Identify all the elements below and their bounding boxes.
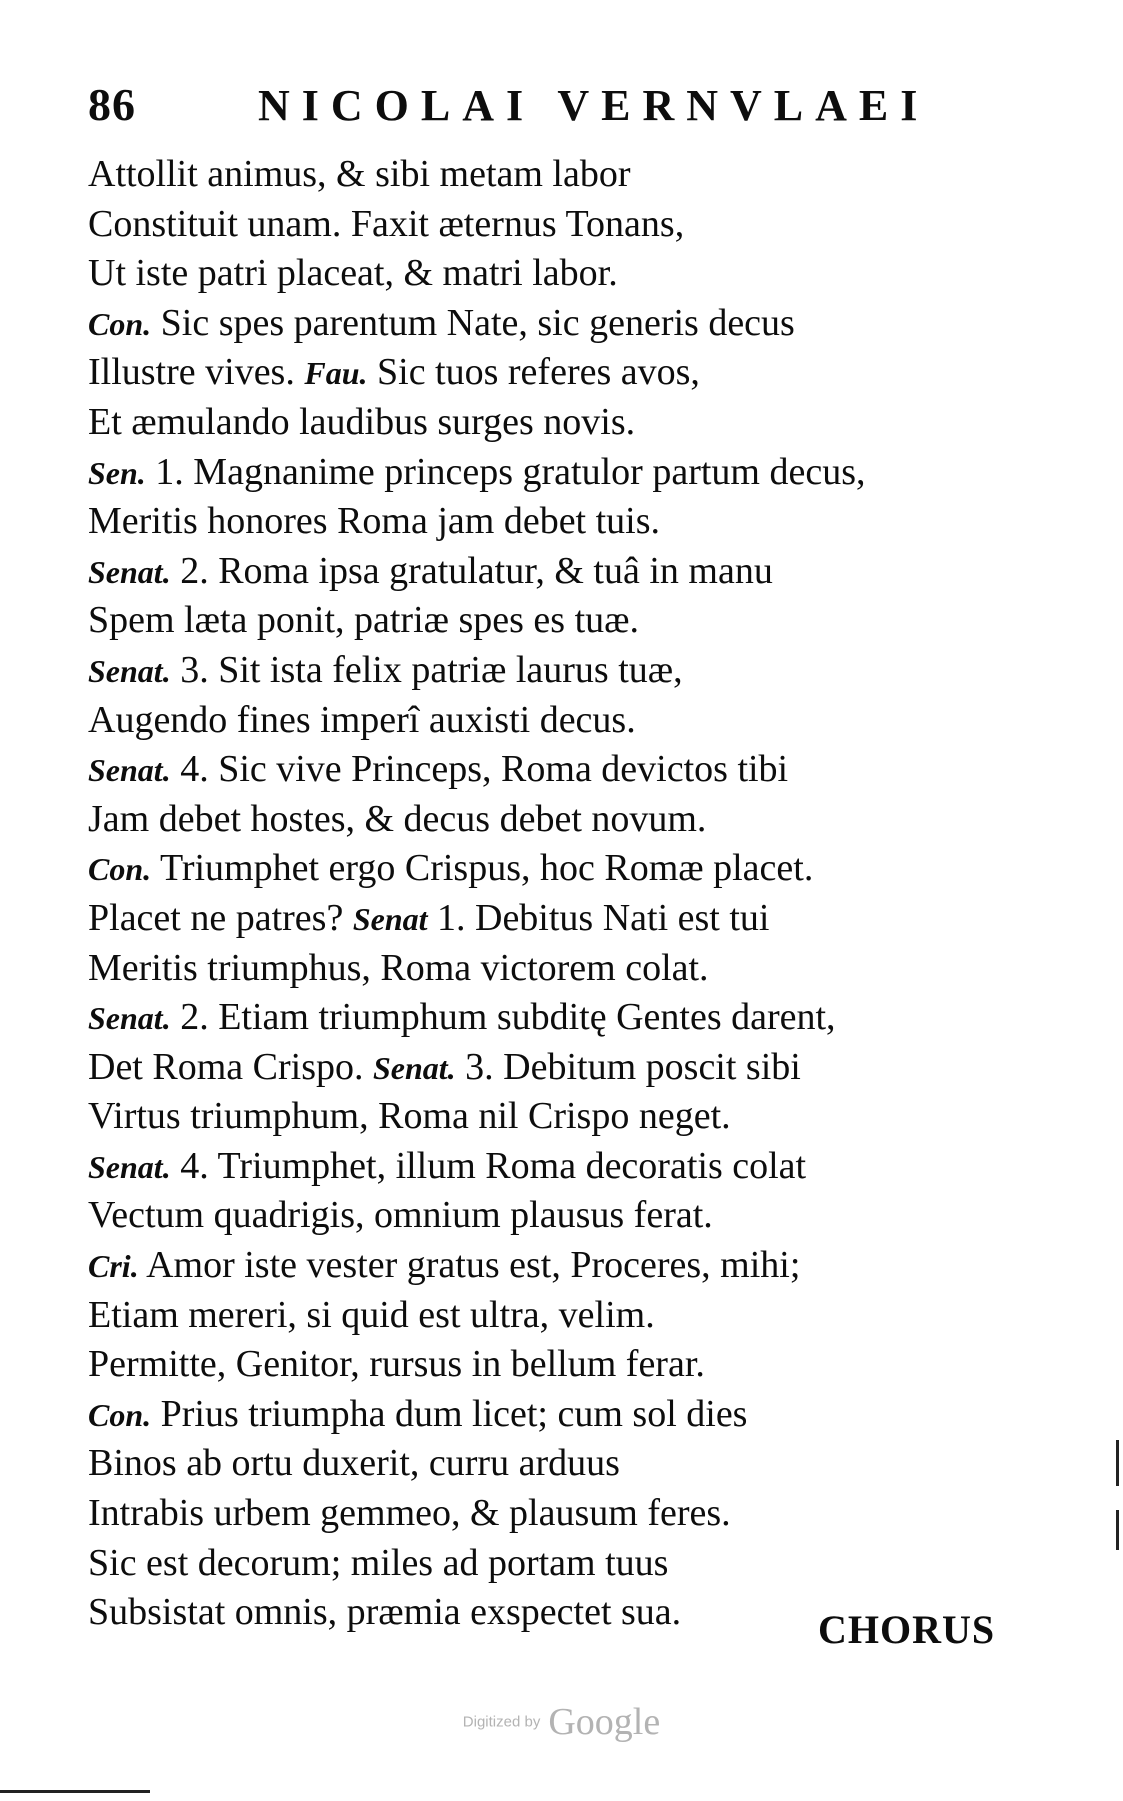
line-text: Det Roma Crispo.	[88, 1045, 373, 1088]
verse-line	[88, 1340, 1028, 1390]
verse-line	[88, 150, 1028, 200]
page-edge-rule	[0, 1790, 150, 1793]
verse-line	[88, 1539, 1028, 1589]
speaker-label: Con.	[88, 305, 152, 342]
verse-line	[88, 547, 1028, 597]
speaker-label: Senat.	[88, 752, 171, 789]
line-text: Jam debet hostes, & decus debet novum.	[88, 797, 707, 840]
verse-line	[88, 795, 1028, 845]
line-text: 1. Magnanime princeps gratulor partum decus,	[145, 450, 866, 493]
verse-line	[88, 348, 1028, 398]
verse-line	[88, 1191, 1028, 1241]
line-text: Permitte, Genitor, rursus in bellum ferar.	[88, 1343, 705, 1386]
line-text: 2. Roma ipsa gratulatur, & tuâ in manu	[170, 549, 773, 592]
line-text: Etiam mereri, si quid est ultra, velim.	[88, 1293, 655, 1336]
verse-line	[88, 249, 1028, 299]
speaker-label: Senat.	[372, 1049, 456, 1086]
line-text: Attollit animus, & sibi metam labor	[88, 153, 631, 195]
page-number: 86	[88, 79, 136, 130]
verse-line	[88, 497, 1028, 547]
line-text: Subsistat omnis, præmia exspectet sua.	[88, 1591, 682, 1634]
line-text: Meritis honores Roma jam debet tuis.	[88, 500, 661, 543]
verse-line	[88, 1390, 1028, 1440]
verse-line	[88, 696, 1028, 746]
line-text: Et æmulando laudibus surges novis.	[88, 400, 636, 443]
line-text: Meritis triumphus, Roma victorem colat.	[88, 946, 709, 989]
line-text: Prius triumpha dum licet; cum sol dies	[151, 1392, 748, 1435]
line-text: 3. Debitum poscit sibi	[455, 1045, 801, 1088]
google-wordmark: Google	[548, 1701, 661, 1743]
verse-line	[88, 596, 1028, 646]
verse-line	[88, 646, 1028, 696]
line-text: Sic tuos referes avos,	[367, 351, 700, 394]
speaker-label: Senat.	[88, 553, 171, 590]
speaker-label: Fau.	[304, 355, 368, 392]
speaker-label: Senat.	[88, 1000, 171, 1037]
verse-line	[88, 1291, 1028, 1341]
verse-line	[88, 844, 1028, 894]
line-text: Augendo fines imperî auxisti decus.	[88, 698, 636, 741]
line-text: Illustre vives.	[88, 351, 305, 394]
verse-line	[88, 944, 1028, 994]
verse-line	[88, 1489, 1028, 1539]
verse-line	[88, 1043, 1028, 1093]
line-text: Vectum quadrigis, omnium plausus ferat.	[88, 1194, 713, 1237]
digitization-watermark	[0, 1700, 1123, 1744]
verse-line	[88, 1092, 1028, 1142]
speaker-label: Cri.	[88, 1248, 139, 1285]
catchword: CHORUS	[818, 1607, 996, 1652]
line-text: Constituit unam. Faxit æternus Tonans,	[88, 202, 685, 245]
speaker-label: Con.	[88, 1396, 152, 1433]
line-text: Sic spes parentum Nate, sic generis decus	[151, 301, 795, 344]
running-head	[88, 78, 930, 130]
line-text: Placet ne patres?	[88, 896, 353, 939]
digitized-by-label: Digitized by	[462, 1713, 541, 1731]
line-text: Binos ab ortu duxerit, curru arduus	[88, 1442, 620, 1485]
line-text: 1. Debitus Nati est tui	[427, 896, 770, 939]
verse-line	[88, 993, 1028, 1043]
speaker-label: Sen.	[88, 454, 146, 491]
line-text: Intrabis urbem gemmeo, & plausum feres.	[88, 1492, 731, 1535]
line-text: Virtus triumphum, Roma nil Crispo neget.	[88, 1095, 731, 1138]
line-text: 4. Triumphet, illum Roma decoratis colat	[170, 1144, 807, 1187]
line-text: Amor iste vester gratus est, Proceres, mihi;	[138, 1244, 801, 1287]
verse-line	[88, 200, 1028, 250]
verse-line	[88, 448, 1028, 498]
verse-line	[88, 1241, 1028, 1291]
line-text: Ut iste patri placeat, & matri labor.	[88, 252, 618, 295]
verse-line	[88, 299, 1028, 349]
speaker-label: Senat	[352, 900, 428, 937]
speaker-label: Senat.	[88, 652, 171, 689]
line-text: 4. Sic vive Princeps, Roma devictos tibi	[170, 748, 789, 791]
verse-line	[88, 398, 1028, 448]
running-title: NICOLAI VERNVLAEI	[258, 81, 930, 130]
verse-line	[88, 1142, 1028, 1192]
line-text: 2. Etiam triumphum subditę Gentes darent,	[170, 996, 836, 1039]
speaker-label: Senat.	[88, 1148, 171, 1185]
line-text: Triumphet ergo Crispus, hoc Romæ placet.	[151, 847, 814, 890]
verse-line	[88, 1439, 1028, 1489]
page-edge-mark	[1116, 1440, 1119, 1486]
page-edge-mark	[1116, 1510, 1119, 1550]
line-text: Sic est decorum; miles ad portam tuus	[88, 1541, 669, 1584]
line-text: 3. Sit ista felix patriæ laurus tuæ,	[170, 648, 683, 691]
speaker-label: Con.	[88, 851, 152, 888]
verse-line	[88, 894, 1028, 944]
verse-line	[88, 745, 1028, 795]
line-text: Spem læta ponit, patriæ spes es tuæ.	[88, 599, 639, 642]
verse-text	[88, 150, 1028, 1638]
